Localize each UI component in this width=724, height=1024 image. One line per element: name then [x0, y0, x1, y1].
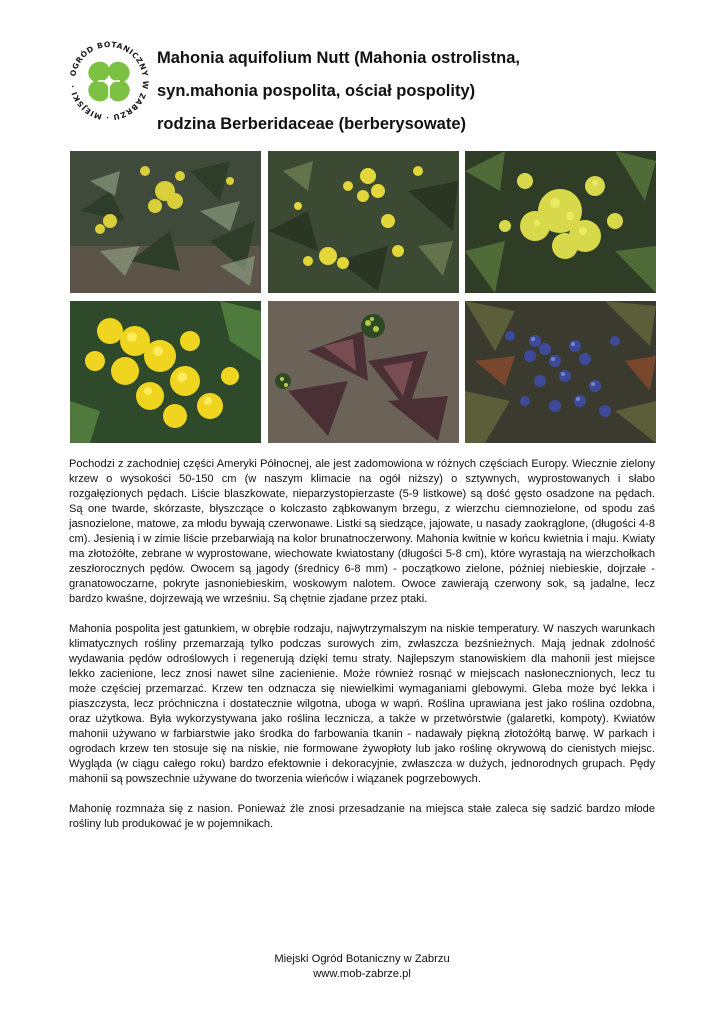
title-line-2: syn.mahonia pospolita, ościał pospolity)	[157, 82, 476, 100]
article-body	[69, 457, 655, 847]
photo-shrub-with-flowers	[70, 151, 261, 293]
photo-blue-berries	[465, 301, 656, 443]
title-line-3: rodzina Berberidaceae (berberysowate)	[157, 115, 467, 133]
title-line-1: Mahonia aquifolium Nutt (Mahonia ostrolistna,	[157, 49, 520, 67]
page-title	[157, 42, 520, 141]
footer-website-link[interactable]: www.mob-zabrze.pl	[313, 968, 411, 980]
paragraph-cultivation: Mahonia pospolita jest gatunkiem, w obrębie rodzaju, najwytrzymalszym na niskie temperatury. W naszych warunkach klimatycznych rośliny przemarzają tylko podczas surowych zim, zwłaszcza bezśnieżnych. Mają jednak zdolność wydawania pędów odroślowych i regenerują dzięki temu straty. Najlepszym stanowiskiem dla mahonii jest miejsce lekko zacienione, lecz znosi nawet silne zacienienie. Może również rosnąć w miejscach nasłonecznionych, lecz tu może częściej przemarzać. Krzew ten odznacza się niewielkimi wymaganiami glebowymi. Gleba może być lekka i piaszczysta, lecz próchniczna i dostatecznie wilgotna, uboga w wapń. Roślina uprawiana jest jako roślina ozdobna, oraz użytkowa. Była wykorzystywana jako roślina lecznicza, a także w przetwórstwie (galaretki, kompoty). Kwiatów mahonii używano w farbiarstwie jako środka do farbowania tkanin - nadawały piękną złotożółtą barwę. W parkach i ogrodach krzew ten stosuje się na niskie, nie formowane żywopłoty lub jako roślinę okrywową do cienistych miejsc. Wygląda (w ciągu całego roku) bardzo efektownie i dekoracyjnie, zwłaszcza w dużych, jednorodnych grupach. Pędy mahonii są powszechnie używane do tworzenia wieńców i wiązanek pogrzebowych.	[69, 623, 655, 785]
logo-ring-text: OGRÓD BOTANICZNY W ZABRZU · MIEJSKI ·	[68, 39, 151, 123]
photo-shrub-flowering	[268, 151, 459, 293]
paragraph-propagation: Mahonię rozmnaża się z nasion. Ponieważ źle znosi przesadzanie na miejsca stałe zaleca się sadzić bardzo młode rośliny lub produkować je w pojemnikach.	[69, 803, 655, 830]
clover-leaf-icon	[84, 57, 133, 105]
paragraph-description: Pochodzi z zachodniej części Ameryki Północnej, ale jest zadomowiona w różnych częściach Europy. Wiecznie zielony krzew o wysokości 50-150 cm (w naszym klimacie na ogół niższy) o sztywnych, wyprostowanych i słabo rozgałęzionych pędach. Liście blaszkowate, nieparzystopierzaste (5-9 listkowe) są dość gęsto osadzone na pędach. Są one twarde, skórzaste, błyszczące o kolczasto ząbkowanym brzegu, z wierzchu ciemnozielone, od spodu zaś jasnozielone, matowe, za młodu bywają czerwonawe. Listki są siedzące, jajowate, u nasady zaokrąglone, (długości 4-8 cm). Jesienią i w zimie liście przebarwiają na kolor brunatnoczerwony. Mahonia kwitnie w końcu kwietnia i maju. Kwiaty ma złotożółte, zebrane w wyprostowane, wiechowate kwiatostany (długości 5-8 cm), które wyrastają na wierzchołkach zeszłorocznych pędów. Owocem są jagody (średnicy 6-8 mm) - początkowo zielone, później niebieskie, dojrzałe - granatowoczarne, pokryte jasnoniebieskim, woskowym nalotem. Owoce zawierają czerwony sok, są jadalne, lecz bardzo kwaśne, dojrzewają we wrześniu. Są chętnie zjadane przez ptaki.	[69, 458, 655, 605]
photo-yellow-flowers-closeup	[70, 301, 261, 443]
photo-red-leaves-with-buds	[268, 301, 459, 443]
footer-institution: Miejski Ogród Botaniczny w Zabrzu	[274, 953, 450, 965]
photo-flower-buds-closeup	[465, 151, 656, 293]
garden-logo	[66, 38, 152, 124]
